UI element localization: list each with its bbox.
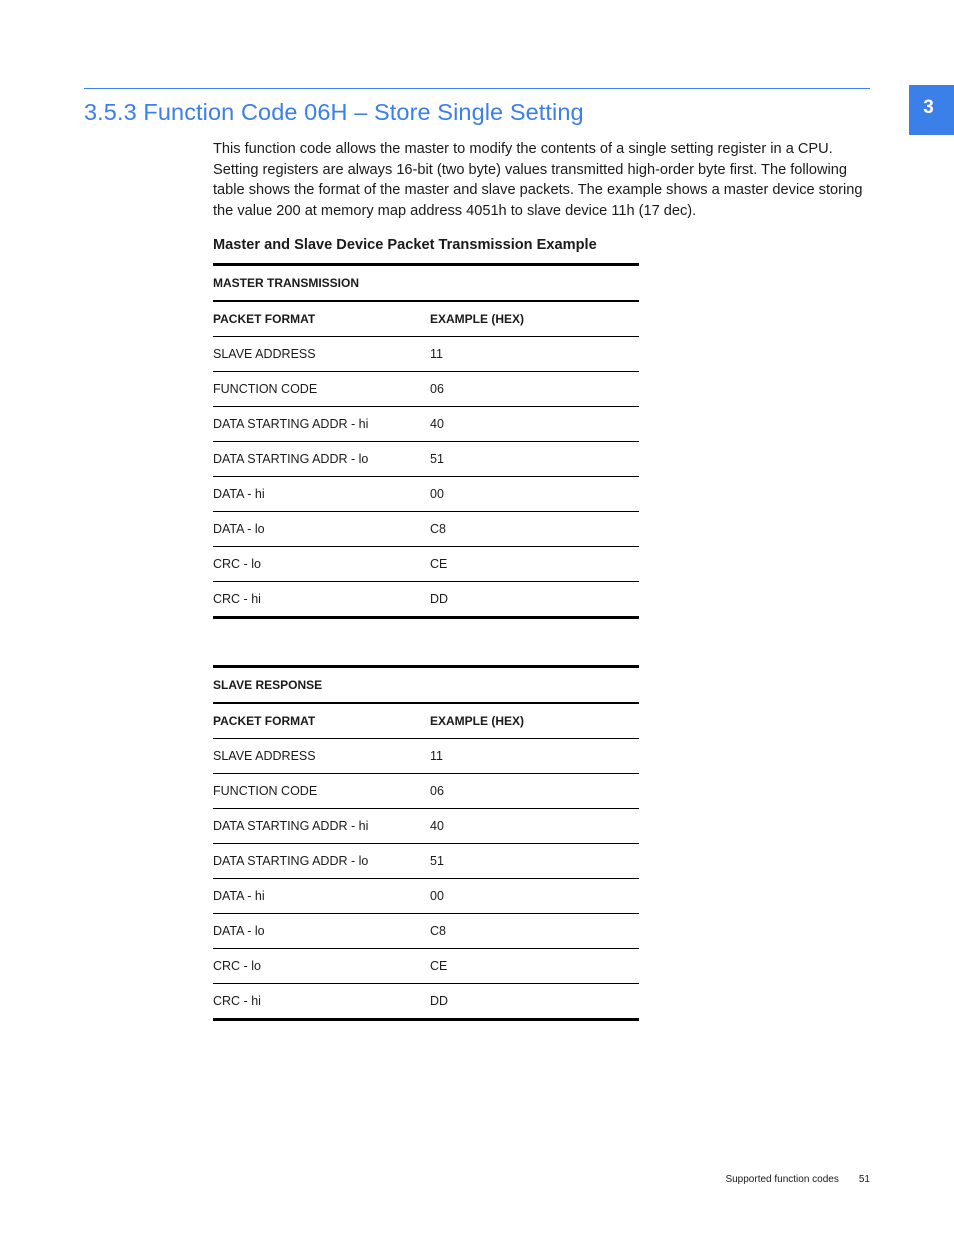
hex-value: DD bbox=[430, 994, 449, 1008]
hex-value: 51 bbox=[430, 854, 444, 868]
packet-field: CRC - lo bbox=[213, 557, 261, 571]
hex-value: 40 bbox=[430, 417, 444, 431]
packet-field: DATA STARTING ADDR - hi bbox=[213, 417, 369, 431]
packet-field: DATA - lo bbox=[213, 522, 265, 536]
packet-field: CRC - hi bbox=[213, 994, 261, 1008]
table-row bbox=[213, 984, 639, 1021]
packet-field: DATA - hi bbox=[213, 487, 265, 501]
table-row bbox=[213, 407, 639, 442]
table-row bbox=[213, 547, 639, 582]
hex-value: CE bbox=[430, 557, 448, 571]
column-header-example-hex: EXAMPLE (HEX) bbox=[430, 312, 525, 326]
hex-value: DD bbox=[430, 592, 449, 606]
table-row bbox=[213, 739, 639, 774]
hex-value: 06 bbox=[430, 382, 444, 396]
hex-value: 11 bbox=[430, 347, 443, 361]
table-header-row bbox=[213, 704, 639, 739]
table-title-row bbox=[213, 668, 639, 704]
table-row bbox=[213, 914, 639, 949]
footer-section-name: Supported function codes bbox=[725, 1174, 839, 1185]
hex-value: 00 bbox=[430, 487, 444, 501]
packet-field: DATA STARTING ADDR - hi bbox=[213, 819, 369, 833]
packet-field: CRC - hi bbox=[213, 592, 261, 606]
packet-field: DATA - hi bbox=[213, 889, 265, 903]
packet-field: DATA STARTING ADDR - lo bbox=[213, 854, 369, 868]
intro-paragraph: This function code allows the master to modify the contents of a single setting register in a CPU. Setting registers are always 16-bit (two byte) values transmitted high-order byte first. The following table shows the format of the master and slave packets. The example shows a master device storing the value 200 at memory map address 4051h to slave device 11h (17 dec). bbox=[213, 141, 863, 219]
table-row bbox=[213, 512, 639, 547]
hex-value: 00 bbox=[430, 889, 444, 903]
packet-field: DATA - lo bbox=[213, 924, 265, 938]
table-row bbox=[213, 844, 639, 879]
table-row bbox=[213, 809, 639, 844]
packet-field: FUNCTION CODE bbox=[213, 382, 318, 396]
table-row bbox=[213, 477, 639, 512]
column-header-packet-format: PACKET FORMAT bbox=[213, 312, 316, 326]
hex-value: 11 bbox=[430, 749, 443, 763]
hex-value: 06 bbox=[430, 784, 444, 798]
hex-value: 51 bbox=[430, 452, 444, 466]
table-header-row bbox=[213, 302, 639, 337]
page-footer bbox=[725, 1174, 870, 1185]
packet-field: SLAVE ADDRESS bbox=[213, 347, 316, 361]
packet-field: SLAVE ADDRESS bbox=[213, 749, 316, 763]
section-title: 3.5.3 Function Code 06H – Store Single Setting bbox=[84, 99, 584, 125]
table-title: MASTER TRANSMISSION bbox=[213, 276, 360, 290]
packet-field: FUNCTION CODE bbox=[213, 784, 318, 798]
table-row bbox=[213, 442, 639, 477]
chapter-tab: 3 bbox=[909, 85, 954, 135]
table-row bbox=[213, 372, 639, 407]
master-transmission-table bbox=[213, 263, 639, 619]
column-header-example-hex: EXAMPLE (HEX) bbox=[430, 714, 525, 728]
page-number: 51 bbox=[858, 1174, 870, 1185]
hex-value: C8 bbox=[430, 522, 446, 536]
packet-field: DATA STARTING ADDR - lo bbox=[213, 452, 369, 466]
table-caption: Master and Slave Device Packet Transmission Example bbox=[213, 237, 597, 253]
hex-value: C8 bbox=[430, 924, 446, 938]
hex-value: 40 bbox=[430, 819, 444, 833]
table-row bbox=[213, 879, 639, 914]
table-row bbox=[213, 949, 639, 984]
column-header-packet-format: PACKET FORMAT bbox=[213, 714, 316, 728]
table-title-row bbox=[213, 266, 639, 302]
table-title: SLAVE RESPONSE bbox=[213, 678, 323, 692]
packet-field: CRC - lo bbox=[213, 959, 261, 973]
header-rule bbox=[84, 88, 870, 89]
table-row bbox=[213, 774, 639, 809]
table-row bbox=[213, 582, 639, 619]
slave-response-table bbox=[213, 665, 639, 1021]
hex-value: CE bbox=[430, 959, 448, 973]
table-row bbox=[213, 337, 639, 372]
